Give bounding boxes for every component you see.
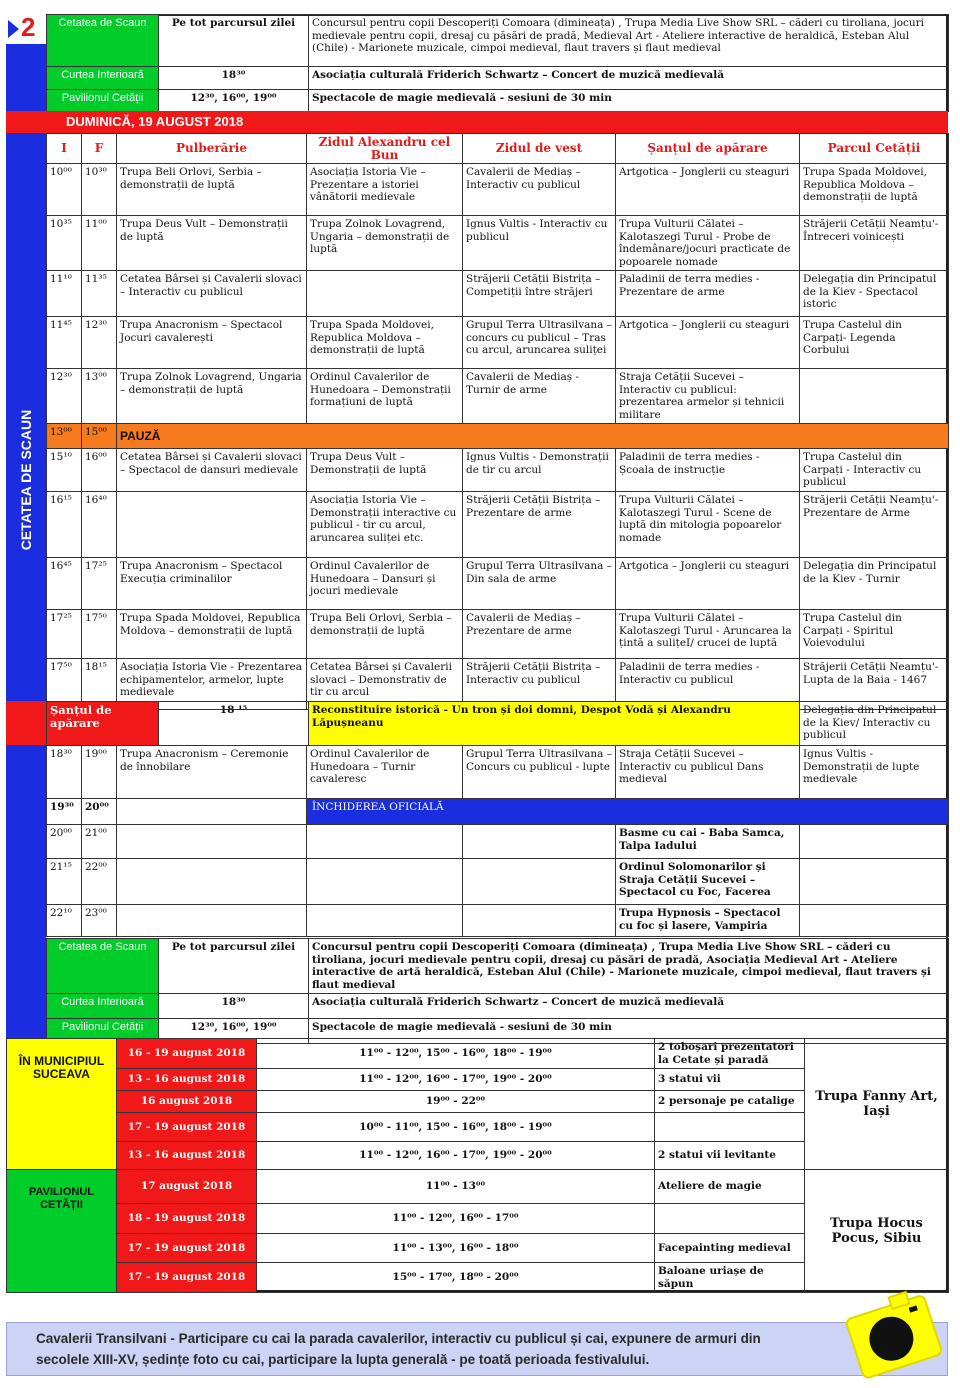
schedule-cell: Paladinii de terra medies - Interactiv cu publicul: [616, 659, 800, 710]
time-cell: Pe tot parcursul zilei: [159, 15, 309, 67]
schedule-cell: Asociația Istoria Vie –Demonstrații interactive cu publicul - tir cu arcul, aruncarea suliței etc.: [307, 492, 463, 558]
time-end: 22⁰⁰: [82, 859, 117, 905]
schedule-cell: Cetatea Bârsei și Cavalerii slovaci – Interactiv cu publicul: [117, 271, 307, 317]
time-end: 15⁰⁰: [82, 424, 117, 449]
schedule-cell: Trupa Vulturii Călatei – Kalotaszegi Turul - Scene de luptă din mitologia popoarelor nomade: [616, 492, 800, 558]
schedule-cell: Trupa Vulturii Călatei – Kalotaszegi Turul - Probe de îndemânare/jocuri practicate de popoarele nomade: [616, 216, 800, 271]
schedule-cell: Cavalerii de Mediaș – Interactiv cu publicul: [463, 164, 616, 216]
date-cell: 17 - 19 august 2018: [117, 1234, 257, 1263]
schedule-cell: Străjerii Cetății Bistrița – Competiții între străjeri: [463, 271, 616, 317]
schedule-cell: Trupa Beli Orlovi, Serbia – demonstrații de luptă: [117, 164, 307, 216]
time-start: 21¹⁵: [47, 859, 82, 905]
footer-text: Cavalerii Transilvani - Participare cu cai la parada cavalerilor, interactiv cu publicul și cai, expunere de armuri din secolele XIII-XV, ședințe foto cu cai, participare la lupta generală - pe toată perioada festivalului.: [36, 1331, 761, 1367]
schedule-row: [47, 164, 949, 216]
time-end: 17²⁵: [82, 558, 117, 610]
animator-row: [7, 1039, 949, 1069]
schedule-cell: Artgotica – Jonglerii cu steaguri: [616, 317, 800, 369]
time-end: 23⁰⁰: [82, 905, 117, 937]
time-end: 11³⁵: [82, 271, 117, 317]
hours-cell: 11⁰⁰ - 12⁰⁰, 16⁰⁰ - 17⁰⁰: [257, 1204, 655, 1234]
schedule-cell: Străjerii Cetății Neamțu'- Prezentare de Arme: [800, 492, 949, 558]
night-show: Trupa Hypnosis – Spectacol cu foc și lasere, Vampiria: [616, 905, 800, 937]
hours-cell: 10⁰⁰ - 11⁰⁰, 15⁰⁰ - 16⁰⁰, 18⁰⁰ - 19⁰⁰: [257, 1113, 655, 1142]
schedule-cell: Trupa Spada Moldovei, Republica Moldova – demonstrații de luptă: [307, 317, 463, 369]
act-cell: Baloane uriașe de săpun: [655, 1263, 805, 1293]
bottom-info-table: [46, 938, 949, 1044]
act-cell: 2 personaje pe catalige: [655, 1091, 805, 1113]
schedule-row: [47, 369, 949, 424]
schedule-cell: Straja Cetății Sucevei – Interactiv cu publicul: prezentarea armelor și tehnicii militare: [616, 369, 800, 424]
time-end: 12³⁰: [82, 317, 117, 369]
schedule-cell: Artgotica – Jonglerii cu steaguri: [616, 164, 800, 216]
venue-cell: Curtea Interioară: [47, 994, 159, 1019]
time-cell: 12³⁰, 16⁰⁰, 19⁰⁰: [159, 1019, 309, 1044]
time-start: 13⁰⁰: [47, 424, 82, 449]
schedule-cell: Trupa Anacronism – Ceremonie de înnobilare: [117, 746, 307, 799]
column-header: Zidul de vest: [463, 134, 616, 164]
schedule-cell: Straja Cetății Sucevei – Interactiv cu publicul Dans medieval: [616, 746, 800, 799]
time-end: 18¹⁵: [82, 659, 117, 710]
schedule-cell: Cetatea Bârsei și Cavalerii slovaci – Spectacol de dansuri medievale: [117, 449, 307, 492]
venue-cell: Pavilionul Cetății: [47, 1019, 159, 1044]
reconstruction-row: [46, 701, 949, 746]
schedule-row: [47, 558, 949, 610]
schedule-cell: Paladinii de terra medies - Prezentare de arme: [616, 271, 800, 317]
venue-cell: Curtea Interioară: [47, 67, 159, 90]
schedule-cell: Trupa Deus Vult – Demonstrații de luptă: [307, 449, 463, 492]
column-header: Șanțul de apărare: [616, 134, 800, 164]
desc-cell: Concursul pentru copii Descoperiți Comoara (dimineața) , Trupa Media Live Show SRL – căderi cu tiroliana, jocuri medievale pentru copii, dresaj cu păsări de pradă, Asociația Medieval Art - Ateliere interactive de artă heraldică, Esteban Alul (Chile) - Marionete muzicale, cimpoi medieval, flaut travers și flaut medieval: [309, 939, 949, 994]
time-start: 11⁴⁵: [47, 317, 82, 369]
schedule-cell: Cetatea Bârsei și Cavalerii slovaci – Demonstrativ de tir cu arcul: [307, 659, 463, 710]
schedule-cell: Ordinul Cavalerilor de Hunedoara – Demonstrații formațiuni de luptă: [307, 369, 463, 424]
schedule-cell: Trupa Spada Moldovei, Republica Moldova – demonstrații de luptă: [800, 164, 949, 216]
time-start: 10⁰⁰: [47, 164, 82, 216]
date-cell: 13 - 16 august 2018: [117, 1142, 257, 1170]
special-time: 18 ¹⁵: [159, 702, 309, 746]
time-end: 20⁰⁰: [82, 799, 117, 825]
location-label: ÎN MUNICIPIUL SUCEAVA: [7, 1039, 117, 1170]
schedule-cell: Grupul Terra Ultrasilvana – concurs cu publicul – Tras cu arcul, aruncarea suliței: [463, 317, 616, 369]
top-info-table: [46, 14, 949, 112]
date-cell: 16 august 2018: [117, 1091, 257, 1113]
hours-cell: 15⁰⁰ - 17⁰⁰, 18⁰⁰ - 20⁰⁰: [257, 1263, 655, 1293]
time-start: 11¹⁰: [47, 271, 82, 317]
schedule-table: [46, 133, 949, 710]
location-label: PAVILIONUL CETĂȚII: [7, 1170, 117, 1293]
venue-cell: Pavilionul Cetății: [47, 90, 159, 112]
schedule-cell: Asociația Istoria Vie - Prezentarea echipamentelor, armelor, lupte medievale: [117, 659, 307, 710]
schedule-cell: [117, 492, 307, 558]
hours-cell: 11⁰⁰ - 12⁰⁰, 16⁰⁰ - 17⁰⁰, 19⁰⁰ - 20⁰⁰: [257, 1069, 655, 1091]
column-header: I: [47, 134, 82, 164]
venue-cell: Cetatea de Scaun: [47, 15, 159, 67]
date-cell: 16 - 19 august 2018: [117, 1039, 257, 1069]
page-number: 2: [21, 12, 36, 42]
date-cell: 13 - 16 august 2018: [117, 1069, 257, 1091]
act-cell: Ateliere de magie: [655, 1170, 805, 1204]
time-cell: 18³⁰: [159, 994, 309, 1019]
schedule-cell: Ignus Vultis - Demonstrații de lupte medievale: [800, 746, 949, 799]
time-start: 12³⁰: [47, 369, 82, 424]
hours-cell: 11⁰⁰ - 12⁰⁰, 15⁰⁰ - 16⁰⁰, 18⁰⁰ - 19⁰⁰: [257, 1039, 655, 1069]
time-end: 21⁰⁰: [82, 825, 117, 859]
night-show: Ordinul Solomonarilor și Straja Cetății Sucevei – Spectacol cu Foc, Facerea: [616, 859, 800, 905]
arrow-icon: [8, 20, 19, 38]
schedule-cell: Străjerii Cetății Bistrița – Prezentare de arme: [463, 492, 616, 558]
act-cell: 2 statui vii levitante: [655, 1142, 805, 1170]
schedule-row: [47, 317, 949, 369]
time-end: 10³⁰: [82, 164, 117, 216]
schedule-row: [47, 216, 949, 271]
schedule-cell: Străjerii Cetății Bistrița – Interactiv cu publicul: [463, 659, 616, 710]
desc-cell: Concursul pentru copii Descoperiți Comoara (dimineața) , Trupa Media Live Show SRL – căderi cu tiroliana, jocuri medievale pentru copii, dresaj cu păsări de pradă, Medieval Art - Ateliere interactive de heraldică, Esteban Alul (Chile) - Marionete muzicale, cimpoi medieval, flaut travers și flaut medieval: [309, 15, 949, 67]
schedule-cell: Cavalerii de Mediaș - Turnir de arme: [463, 369, 616, 424]
date-cell: 17 - 19 august 2018: [117, 1263, 257, 1293]
date-cell: 17 - 19 august 2018: [117, 1113, 257, 1142]
time-cell: 12³⁰, 16⁰⁰, 19⁰⁰: [159, 90, 309, 112]
day-title: DUMINICĂ, 19 AUGUST 2018: [6, 111, 948, 133]
hours-cell: 11⁰⁰ - 13⁰⁰: [257, 1170, 655, 1204]
time-start: 19³⁰: [47, 799, 82, 825]
schedule-cell: Străjerii Cetății Neamțu'- Întreceri voinicești: [800, 216, 949, 271]
time-start: 17⁵⁰: [47, 659, 82, 710]
special-right: Delegația din Principatul de la Kiev/ Interactiv cu publicul: [800, 702, 949, 746]
time-end: 11⁰⁰: [82, 216, 117, 271]
sidebar-label: CETATEA DE SCAUN: [18, 409, 34, 551]
column-header: Pulberărie: [117, 134, 307, 164]
schedule-cell: Trupa Castelul din Carpați- Legenda Corbului: [800, 317, 949, 369]
schedule-cell: Ignus Vultis - Interactiv cu publicul: [463, 216, 616, 271]
act-cell: [655, 1113, 805, 1142]
evening-table: [46, 745, 949, 937]
animators-table: [6, 1038, 949, 1293]
time-end: 19⁰⁰: [82, 746, 117, 799]
reconstruction-text: Reconstituire istorică - Un tron și doi domni, Despot Vodă și Alexandru Lăpușneanu: [309, 702, 800, 746]
schedule-cell: Paladinii de terra medies - Școala de instrucție: [616, 449, 800, 492]
schedule-cell: Trupa Castelul din Carpați - Spiritul Voievodului: [800, 610, 949, 659]
schedule-cell: Trupa Anacronism – Spectacol Jocuri cavalerești: [117, 317, 307, 369]
schedule-row: [47, 449, 949, 492]
hours-cell: 11⁰⁰ - 13⁰⁰, 16⁰⁰ - 18⁰⁰: [257, 1234, 655, 1263]
schedule-cell: Trupa Beli Orlovi, Serbia – demonstrații de luptă: [307, 610, 463, 659]
column-header: F: [82, 134, 117, 164]
schedule-cell: Trupa Anacronism – Spectacol Execuția criminalilor: [117, 558, 307, 610]
schedule-row: [47, 610, 949, 659]
time-end: 16⁰⁰: [82, 449, 117, 492]
group-name: Trupa Hocus Pocus, Sibiu: [805, 1170, 949, 1293]
time-cell: Pe tot parcursul zilei: [159, 939, 309, 994]
schedule-cell: Ordinul Cavalerilor de Hunedoara – Turnir cavaleresc: [307, 746, 463, 799]
special-venue-extension: [6, 701, 46, 745]
desc-cell: Asociația culturală Friderich Schwartz – Concert de muzică medievală: [309, 67, 949, 90]
hours-cell: 19⁰⁰ - 22⁰⁰: [257, 1091, 655, 1113]
time-start: 20⁰⁰: [47, 825, 82, 859]
pause-label: PAUZĂ: [117, 424, 949, 449]
column-header: Zidul Alexandru cel Bun: [307, 134, 463, 164]
night-row: [47, 859, 949, 905]
closing-banner: [307, 799, 949, 825]
schedule-cell: Asociația Istoria Vie – Prezentare a istoriei vânătorii medievale: [307, 164, 463, 216]
schedule-cell: Cavalerii de Mediaș – Prezentare de arme: [463, 610, 616, 659]
schedule-cell: Trupa Castelul din Carpați - Interactiv cu publicul: [800, 449, 949, 492]
schedule-cell: Ordinul Cavalerilor de Hunedoara – Dansuri și jocuri medievale: [307, 558, 463, 610]
schedule-cell: [800, 369, 949, 424]
schedule-cell: Trupa Spada Moldovei, Republica Moldova – demonstrații de luptă: [117, 610, 307, 659]
time-end: 16⁴⁰: [82, 492, 117, 558]
time-start: 22¹⁰: [47, 905, 82, 937]
time-end: 13⁰⁰: [82, 369, 117, 424]
time-start: 17²⁵: [47, 610, 82, 659]
column-header: Parcul Cetății: [800, 134, 949, 164]
schedule-row: [47, 271, 949, 317]
animator-row: [7, 1170, 949, 1204]
venue-cell: Cetatea de Scaun: [47, 939, 159, 994]
schedule-cell: [307, 271, 463, 317]
schedule-cell: Artgotica – Jonglerii cu steaguri: [616, 558, 800, 610]
time-start: 18³⁰: [47, 746, 82, 799]
act-cell: 2 toboșari prezentatori la Cetate și paradă: [655, 1039, 805, 1069]
schedule-cell: Trupa Vulturii Călatei – Kalotaszegi Turul - Aruncarea la țintă a sulițeI/ crucei de luptă: [616, 610, 800, 659]
closing-label: ÎNCHIDEREA OFICIALĂ: [312, 801, 444, 813]
schedule-cell: Grupul Terra Ultrasilvana – Din sala de arme: [463, 558, 616, 610]
schedule-cell: Delegația din Principatul de la Kiev - Spectacol istoric: [800, 271, 949, 317]
schedule-cell: Trupa Zolnok Lovagrend, Ungaria – demonstrații de luptă: [117, 369, 307, 424]
act-cell: [655, 1204, 805, 1234]
act-cell: 3 statui vii: [655, 1069, 805, 1091]
hours-cell: 11⁰⁰ - 12⁰⁰, 16⁰⁰ - 17⁰⁰, 19⁰⁰ - 20⁰⁰: [257, 1142, 655, 1170]
desc-cell: Spectacole de magie medievală - sesiuni de 30 min: [309, 1019, 949, 1044]
time-end: 17⁵⁰: [82, 610, 117, 659]
schedule-cell: Trupa Zolnok Lovagrend, Ungaria – demonstrații de luptă: [307, 216, 463, 271]
schedule-cell: Trupa Deus Vult – Demonstrații de luptă: [117, 216, 307, 271]
time-cell: 18³⁰: [159, 67, 309, 90]
camera-icon: [838, 1288, 948, 1380]
page-number-badge: [6, 14, 46, 44]
schedule-row: [47, 492, 949, 558]
special-venue: Șanțul de apărare: [47, 702, 159, 746]
schedule-cell: Grupul Terra Ultrasilvana – Concurs cu publicul - lupte: [463, 746, 616, 799]
desc-cell: Spectacole de magie medievală - sesiuni de 30 min: [309, 90, 949, 112]
group-name: Trupa Fanny Art, Iași: [805, 1039, 949, 1170]
night-row: [47, 905, 949, 937]
night-show: Basme cu cai - Baba Samca, Talpa Iadului: [616, 825, 800, 859]
night-row: [47, 825, 949, 859]
schedule-cell: Delegația din Principatul de la Kiev - Turnir: [800, 558, 949, 610]
date-cell: 18 - 19 august 2018: [117, 1204, 257, 1234]
date-cell: 17 august 2018: [117, 1170, 257, 1204]
time-start: 10³⁵: [47, 216, 82, 271]
schedule-cell: Străjerii Cetății Neamțu'- Lupta de la Baia - 1467: [800, 659, 949, 710]
time-start: 16¹⁵: [47, 492, 82, 558]
time-start: 16⁴⁵: [47, 558, 82, 610]
schedule-cell: Ignus Vultis - Demonstrații de tir cu arcul: [463, 449, 616, 492]
desc-cell: Asociația culturală Friderich Schwartz – Concert de muzică medievală: [309, 994, 949, 1019]
time-start: 15¹⁰: [47, 449, 82, 492]
act-cell: Facepainting medieval: [655, 1234, 805, 1263]
